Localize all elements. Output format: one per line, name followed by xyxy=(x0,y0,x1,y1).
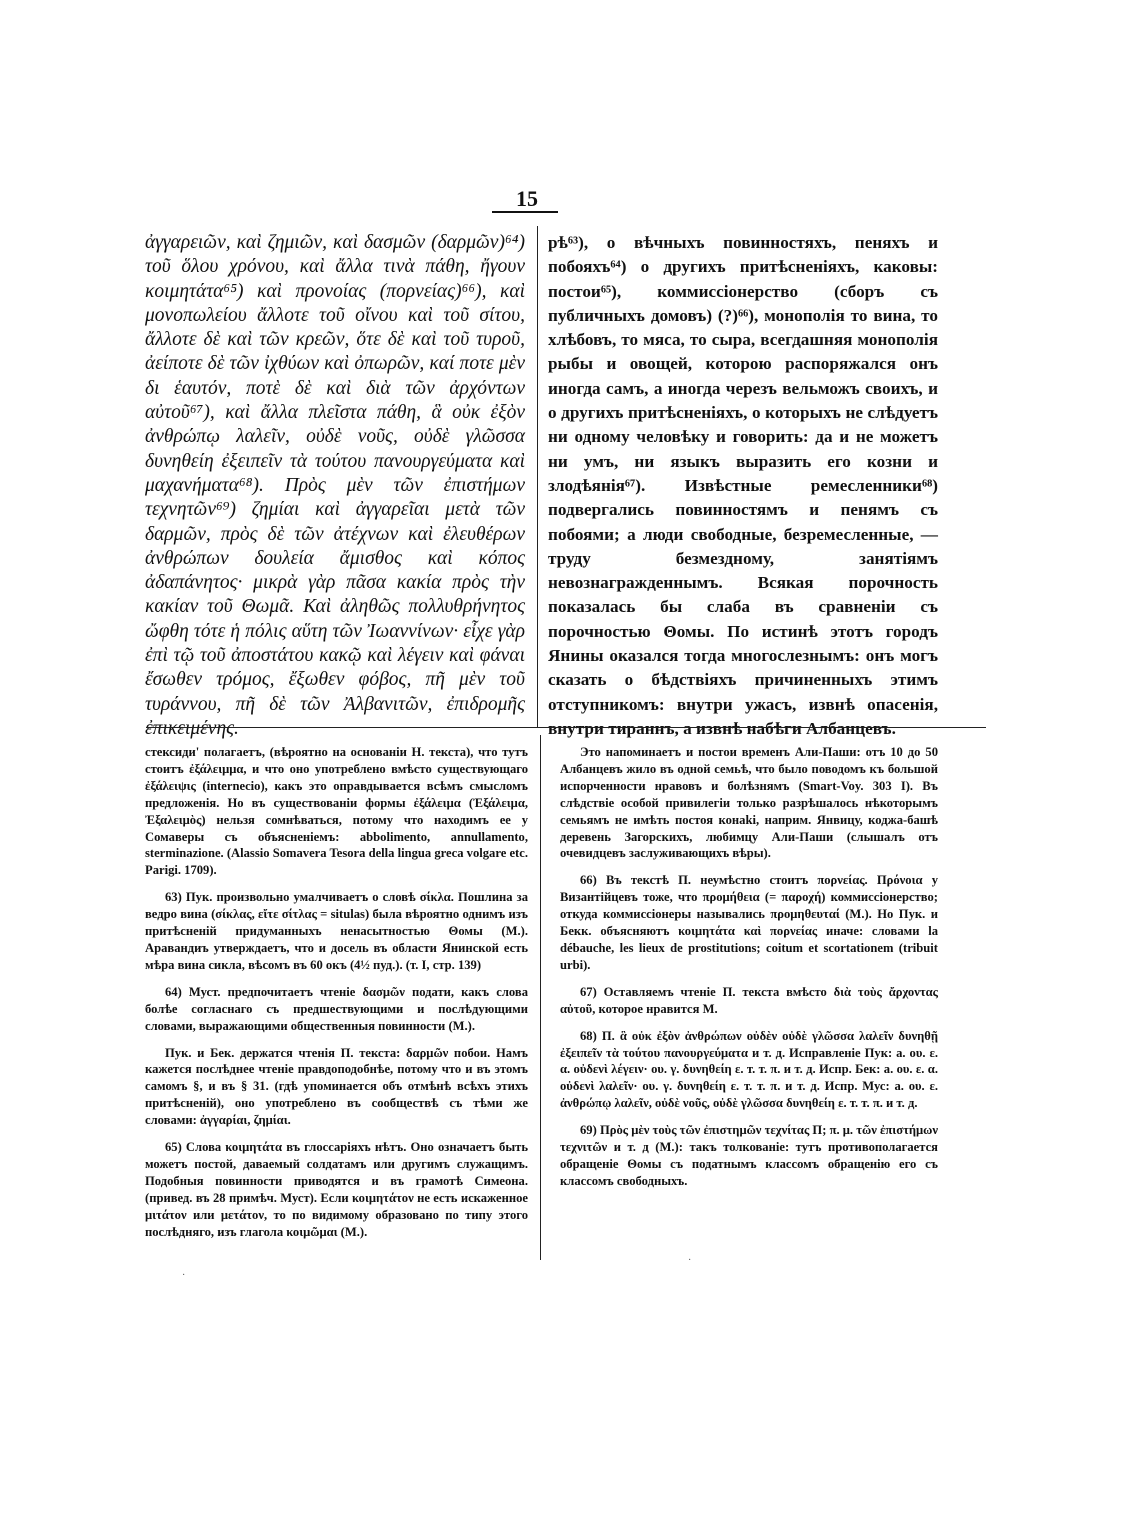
page-number-rule xyxy=(492,211,558,213)
main-text-russian: рѣ⁶³), о вѣчныхъ повинностяхъ, пеняхъ и побояхъ⁶⁴) о другихъ притѣсненiяхъ, каковы: постои⁶⁵), коммиссiонерство (сборъ съ публичныхъ домовъ) (?)⁶⁶), монополiя то вина, то хлѣбовъ, то мяса, то сыра, всегдашняя монополiя рыбы и овощей, которою распоряжался онъ иногда самъ, а иногда черезъ вельможъ своихъ, и о другихъ притѣсненiяхъ, о которыхъ не слѣдуетъ ни одному человѣку и говорить: да и не можетъ ни умъ, ни языкъ выразить его козни и злодѣянiя⁶⁷). Извѣстные ремесленники⁶⁸) подвергались повинностямъ и пенямъ съ побоями; а люди свободные, безремесленные, — труду безмездному, занятiямъ невознагражденнымъ. Всякая порочность показалась бы слаба въ сравненiи съ порочностью Θомы. По истинѣ этотъ городъ Янины оказался тогда многослезнымъ: онъ могъ сказать о бѣдствiяхъ причиненныхъ этимъ отступникомъ: внутри ужасъ, извнѣ опасенiя, внутри тираннъ, а извнѣ набѣги Албанцевъ. xyxy=(548,233,938,738)
main-column-divider xyxy=(537,226,538,728)
footnote-63: 63) Пук. произвольно умалчиваетъ о словѣ σίκλα. Пошлина за ведро вина (σίκλας, εἴτε σίτλας = situlas) была вѣроятно однимъ изъ притѣсненiй придуманныхъ ненасытностью Θомы (М.). Аравандиъ утверждаетъ, что и досель въ области Янинской есть мѣра вина сикла, вѣсомъ въ 60 окъ (4½ пуд.). (т. I, стр. 139) xyxy=(145,890,528,972)
footnotes-column-divider xyxy=(540,735,541,1260)
footnote-68: 68) П. ἃ οὐκ ἐξὸν ἀνθρώπων οὐδὲν οὐδὲ γλῶσσα λαλεῖν δυνηθῇ ἐξειπεῖν τὰ τούτου πανουργεύματα и т. д. Исправленiе Пук: а. оυ. ε. α. οὐδενὶ λέγειν· оυ. γ. δυνηθείη ε. т. т. π. и т. д. Испр. Бек: а. оυ. ε. α. οὐδενὶ λαλεῖν· оυ. γ. δυνηθείη ε. т. т. π. и т. д. Испр. Мус: а. оυ. ε. ἀνθρώπῳ λαλεῖν, οὐδὲ νοῦς, οὐδὲ γλῶσσα δυνηθείη ε. т. т. π. и т. д. xyxy=(560,1028,938,1111)
footnote-64: 64) Муст. предпочитаетъ чтенiе δασμῶν подати, какъ слова болѣе согласнаго съ предшествующими и послѣдующими словами, выражающими общественныя повинности (М.). xyxy=(145,984,528,1033)
footnote-64-continued: Пук. и Бек. держатся чтенiя П. текста: δαρμῶν побои. Намъ кажется послѣднее чтенiе правдоподобнѣе, потому что и въ этомъ самомъ §, и въ § 31. (гдѣ упоминается объ отмѣнѣ всѣхъ этихъ притѣсненiй), оно употреблено въ сообществѣ съ тѣми же словами: ἀγγαρίαι, ζημίαι. xyxy=(145,1045,528,1128)
footnote-67: 67) Оставляемъ чтенiе П. текста вмѣсто διὰ τοὺς ἄρχοντας αὐτοῦ, которое нравится М. xyxy=(560,984,938,1016)
footnote-65: 65) Слова κοιμητάτα въ глоссарiяхъ нѣтъ. Оно означаетъ быть можетъ постой, даваемый солдатамъ или другимъ служащимъ. Подобныя повинности приводятся и въ грамотѣ Симеона. (привед. въ 28 примѣч. Муст). Если κοιμητάτον не есть искаженное μιτάτον или μετάτον, то по видимому образовано по типу этого послѣдняго, изъ глагола κοιμῶμαι (М.). xyxy=(145,1140,528,1239)
footnote-69: 69) Πρὸς μὲν τοὺς τῶν ἐπιστημῶν τεχνίτας П; π. μ. τῶν ἐπιστήμων τεχνιτῶν и т. д (М.): такъ толкованiе: тутъ противополагается обращенiе Θомы съ податнымъ классомъ обращенiю его съ классомъ свободныхъ. xyxy=(560,1123,938,1188)
main-text-greek: ἀγγαρειῶν, καὶ ζημιῶν, καὶ δασμῶν (δαρμῶν)⁶⁴) τοῦ ὅλου χρόνου, καὶ ἄλλα τινὰ πάθη, ἤγουν κοιμητάτα⁶⁵) καὶ προνοίας (πορνείας)⁶⁶), καὶ μονοπωλείου ἄλλοτε τοῦ οἴνου καὶ τοῦ σίτου, ἄλλοτε δὲ καὶ τῶν κρεῶν, ὅτε δὲ καὶ τοῦ τυροῦ, ἀείποτε δὲ τῶν ἰχθύων καὶ ὀπωρῶν, καί ποτε μὲν δι ἑαυτόν, ποτὲ δὲ καὶ διὰ τῶν ἀρχόντων αὐτοῦ⁶⁷), καὶ ἄλλα πλεῖστα πάθη, ἃ οὐκ ἐξὸν ἀνθρώπῳ λαλεῖν, οὐδὲ νοῦς, οὐδὲ γλῶσσα δυνηθείη ἐξειπεῖν τὰ τούτου πανουργεύματα καὶ μαχανήματα⁶⁸). Πρὸς μὲν τῶν ἐπιστήμων τεχνητῶν⁶⁹) ζημίαι καὶ ἀγγαρεῖαι μετὰ τῶν δαρμῶν, πρὸς δὲ τῶν ἀτέχνων καὶ ἐλευθέρων ἀνθρώπων δουλεία ἄμισθος καὶ κόπος ἀδαπάνητος· μικρὰ γὰρ πᾶσα κακία πρὸς τὴν κακίαν τοῦ Θωμᾶ. Καὶ ἀληθῶς πολλυθρήνητος ὤφθη τότε ἡ πόλις αὕτη τῶν Ἰωαννίνων· εἶχε γὰρ ἐπὶ τῷ τοῦ ἀποστάτου κακῷ καὶ λέγειν καὶ φάναι ἔσωθεν τρόμος, ἔξωθεν φόβος, πῆ μὲν τοῦ τυράννου, πῆ δὲ τῶν Ἀλβανιτῶν, ἐπιδρομῆς ἐπικειμένης. xyxy=(145,232,525,739)
footnote-62-continued: стексиди' полагаетъ, (вѣроятно на основанiи Н. текста), что тутъ стоитъ ἐξάλειμμα, и что оно употреблено вмѣсто существующаго ἐξάλειψις (internecio), какъ это оправдывается всѣмъ смысломъ предложенiя. Но въ существованiи формы ἐξάλειμα (Ἐξάλειμα, Ἐξαλειμὸς) нельзя сомнѣваться, потому что находимъ ее у Сомаверы съ объясненiемъ: abbolimento, annullamento, sterminazione. (Alassio Somavera Tesora della lingua greca volgare etc. Parigi. 1709). xyxy=(145,745,528,878)
footnote-66: 66) Въ текстѣ П. неумѣстно стоитъ πορνείας. Πρόνοια у Византiйцевъ тоже, что προμήθεια (= παροχή) коммиссiонерство; откуда коммиссiонеры назывались προμηθευταί (М.). Но Пук. и Бекк. объясняютъ κοιμητάτα καὶ πορνείας иначе: словами la débauche, les lieux de prostitutions; coitum et scortationem (tribuit urbi). xyxy=(560,873,938,972)
page-number: 15 xyxy=(516,186,538,211)
footnotes-right xyxy=(560,744,938,1200)
print-speck: · xyxy=(688,1255,692,1266)
footnotes-left xyxy=(145,744,528,1250)
footnote-65-continued: Это напоминаетъ и постои временъ Али-Паши: отъ 10 до 50 Албанцевъ жило въ одной семьѣ, что было поводомъ къ большой испорченности нравовъ и болѣзнямъ (Smart-Voy. 303 I). Въ слѣдствiе особой привилегiи только разрѣшалось нѣкоторымъ семьямъ не имѣть постоя конаki, наприм. Янвицу, коджа-башѣ деревень Загорскихъ, любимцу Али-Паши (слышалъ отъ очевидцевъ заслуживающихъ вѣры). xyxy=(560,745,938,861)
footnotes-separator xyxy=(146,727,986,728)
print-speck: · xyxy=(182,1270,186,1281)
